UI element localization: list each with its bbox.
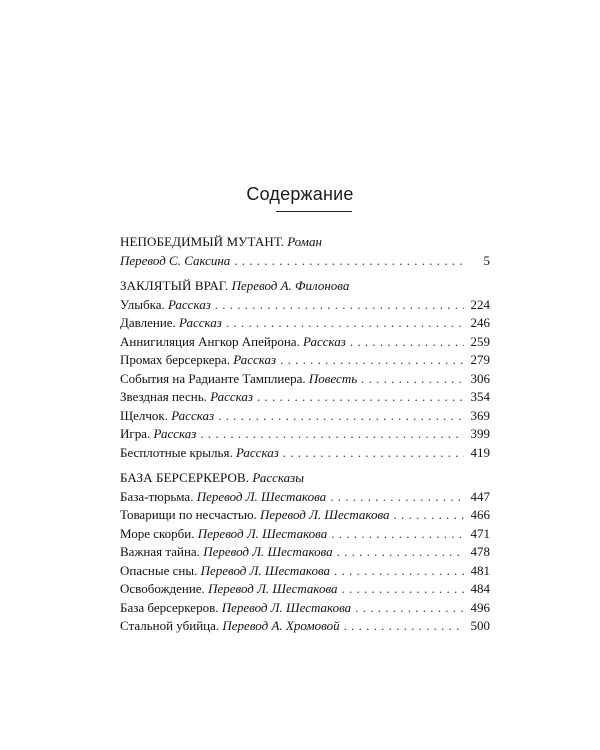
toc-entry[interactable] bbox=[120, 252, 490, 271]
toc-entry[interactable] bbox=[120, 444, 490, 463]
entry-page: 369 bbox=[470, 407, 490, 423]
entry-label: Звездная песнь. bbox=[120, 389, 207, 404]
section-subtitle: Роман bbox=[287, 234, 322, 249]
entry-page: 481 bbox=[470, 562, 490, 578]
entry-page: 399 bbox=[470, 426, 490, 441]
entry-page: 471 bbox=[470, 525, 490, 541]
section-heading bbox=[120, 277, 490, 296]
dot-leader bbox=[330, 488, 464, 507]
dot-leader bbox=[361, 370, 464, 389]
entry-translator: Перевод А. Хромовой bbox=[222, 618, 340, 633]
entry-label: Опасные сны. bbox=[120, 562, 198, 578]
entry-page: 306 bbox=[470, 370, 490, 386]
entry-label: Щелчок. bbox=[120, 407, 168, 423]
entry-page: 466 bbox=[470, 507, 490, 522]
dot-leader bbox=[215, 296, 464, 315]
entry-genre: Рассказ bbox=[210, 389, 254, 404]
entry-page: 496 bbox=[470, 599, 490, 615]
entry-translator: Перевод Л. Шестакова bbox=[200, 562, 331, 578]
entry-translator: Перевод Л. Шестакова bbox=[208, 581, 338, 596]
entry-page: 354 bbox=[470, 389, 490, 404]
table-of-contents bbox=[120, 233, 490, 643]
entry-page: 447 bbox=[470, 488, 490, 504]
section-title: БАЗА БЕРСЕРКЕРОВ. bbox=[120, 470, 250, 485]
entry-label: Важная тайна. bbox=[120, 544, 200, 559]
entry-label: События на Радианте Тамплиера. bbox=[120, 370, 306, 386]
entry-label: Перевод С. Саксина bbox=[120, 252, 231, 268]
entry-translator: Перевод Л. Шестакова bbox=[260, 507, 390, 522]
toc-entry[interactable] bbox=[120, 617, 490, 636]
entry-label: База берсеркеров. bbox=[120, 599, 219, 615]
toc-entry[interactable] bbox=[120, 506, 490, 525]
entry-genre: Рассказ bbox=[179, 315, 222, 330]
entry-page: 478 bbox=[470, 544, 490, 559]
entry-label: Товарищи по несчастью. bbox=[120, 507, 257, 522]
toc-section-novel bbox=[120, 233, 490, 270]
entry-translator: Перевод Л. Шестакова bbox=[197, 525, 328, 541]
toc-entry[interactable] bbox=[120, 599, 490, 618]
section-subtitle: Перевод А. Филонова bbox=[231, 278, 350, 293]
dot-leader bbox=[280, 351, 464, 370]
dot-leader bbox=[350, 333, 464, 352]
dot-leader bbox=[342, 580, 464, 599]
dot-leader bbox=[344, 617, 464, 636]
entry-genre: Повесть bbox=[308, 370, 358, 386]
entry-genre: Рассказ bbox=[235, 444, 279, 460]
toc-section-base bbox=[120, 469, 490, 636]
section-title: НЕПОБЕДИМЫЙ МУТАНТ. bbox=[120, 234, 284, 249]
entry-genre: Рассказ bbox=[303, 333, 346, 349]
toc-entry[interactable] bbox=[120, 333, 490, 352]
toc-entry[interactable] bbox=[120, 525, 490, 544]
entry-translator: Перевод Л. Шестакова bbox=[196, 488, 327, 504]
dot-leader bbox=[394, 506, 464, 525]
toc-entry[interactable] bbox=[120, 562, 490, 581]
entry-label: Улыбка. bbox=[120, 296, 165, 312]
entry-page: 246 bbox=[470, 315, 490, 330]
entry-label: Освобождение. bbox=[120, 581, 205, 596]
toc-entry[interactable] bbox=[120, 543, 490, 562]
section-heading bbox=[120, 233, 490, 252]
entry-page: 5 bbox=[483, 252, 490, 268]
entry-label: Море скорби. bbox=[120, 525, 195, 541]
toc-entry[interactable] bbox=[120, 425, 490, 444]
entry-page: 224 bbox=[470, 296, 490, 312]
entry-label: Бесплотные крылья. bbox=[120, 444, 233, 460]
entry-label: Стальной убийца. bbox=[120, 618, 220, 633]
title-underline bbox=[276, 211, 352, 212]
toc-entry[interactable] bbox=[120, 351, 490, 370]
toc-entry[interactable] bbox=[120, 407, 490, 426]
section-subtitle: Рассказы bbox=[252, 470, 305, 485]
entry-genre: Рассказ bbox=[153, 426, 197, 441]
toc-entry[interactable] bbox=[120, 488, 490, 507]
entry-translator: Перевод Л. Шестакова bbox=[203, 544, 333, 559]
dot-leader bbox=[200, 425, 464, 444]
dot-leader bbox=[337, 543, 464, 562]
entry-label: База-тюрьма. bbox=[120, 488, 194, 504]
toc-entry[interactable] bbox=[120, 296, 490, 315]
dot-leader bbox=[234, 252, 464, 271]
dot-leader bbox=[334, 562, 464, 581]
entry-genre: Рассказ bbox=[167, 296, 211, 312]
entry-translator: Перевод Л. Шестакова bbox=[221, 599, 352, 615]
entry-label: Давление. bbox=[120, 315, 176, 330]
toc-entry[interactable] bbox=[120, 388, 490, 407]
toc-entry[interactable] bbox=[120, 580, 490, 599]
page-title: Содержание bbox=[246, 184, 354, 204]
toc-entry[interactable] bbox=[120, 370, 490, 389]
entry-label: Игра. bbox=[120, 426, 151, 441]
entry-page: 259 bbox=[470, 333, 490, 349]
section-heading bbox=[120, 469, 490, 488]
entry-label: Промах берсеркера. bbox=[120, 352, 230, 367]
section-title: ЗАКЛЯТЫЙ ВРАГ. bbox=[120, 278, 229, 293]
toc-entry[interactable] bbox=[120, 314, 490, 333]
entry-page: 484 bbox=[470, 581, 490, 596]
dot-leader bbox=[218, 407, 464, 426]
entry-label: Аннигиляция Ангкор Апейрона. bbox=[120, 333, 300, 349]
dot-leader bbox=[283, 444, 464, 463]
entry-page: 279 bbox=[470, 352, 490, 367]
toc-section-enemy bbox=[120, 277, 490, 462]
entry-genre: Рассказ bbox=[171, 407, 215, 423]
entry-page: 419 bbox=[470, 444, 490, 460]
dot-leader bbox=[331, 525, 464, 544]
dot-leader bbox=[355, 599, 464, 618]
dot-leader bbox=[257, 388, 464, 407]
entry-page: 500 bbox=[470, 618, 490, 633]
entry-genre: Рассказ bbox=[233, 352, 277, 367]
dot-leader bbox=[226, 314, 464, 333]
